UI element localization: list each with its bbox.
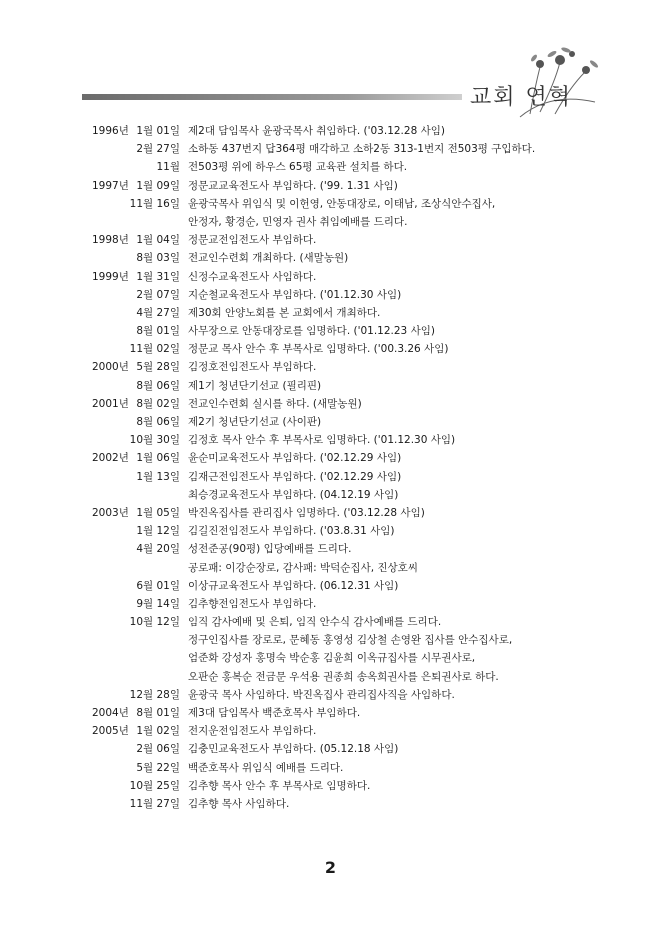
entry-date: 5월 28일: [136, 361, 180, 374]
entry-text: 지순철교육전도사 부임하다. ('01.12.30 사임): [188, 288, 402, 301]
history-entry: [0, 140, 661, 158]
entry-text: 제1기 청년단기선교 (필리핀): [188, 379, 322, 392]
entry-text: 김길진전임전도사 부임하다. ('03.8.31 사임): [188, 525, 395, 538]
entry-year: 1997년: [92, 179, 129, 192]
entry-date: 5월 22일: [136, 761, 180, 774]
entry-date: 10월 12일: [129, 616, 180, 629]
history-entry: [0, 158, 661, 176]
entry-text: 김추향 목사 안수 후 부목사로 임명하다.: [188, 779, 371, 792]
history-entry: [0, 559, 661, 577]
history-entry: [0, 777, 661, 795]
entry-text: 엄준화 강성자 홍명숙 박순홍 김윤희 이옥규집사를 시무권사로,: [188, 652, 476, 665]
history-entry: [0, 431, 661, 449]
history-entry: [0, 340, 661, 358]
history-entry: [0, 322, 661, 340]
entry-text: 임직 감사예배 및 은퇴, 임직 안수식 감사예배를 드리다.: [188, 616, 442, 629]
entry-text: 정문교교육전도사 부임하다. ('99. 1.31 사임): [188, 179, 398, 192]
entry-year: 2000년: [92, 361, 129, 374]
history-entry: [0, 631, 661, 649]
entry-year: 1998년: [92, 234, 129, 247]
entry-year: 1996년: [92, 125, 129, 137]
entry-date: 6월 01일: [136, 579, 180, 592]
entry-date: 2월 27일: [136, 143, 180, 156]
history-entry: [0, 377, 661, 395]
entry-year: 2002년: [92, 452, 129, 465]
entry-text: 정문교 목사 안수 후 부목사로 임명하다. ('00.3.26 사임): [188, 343, 449, 356]
entry-date: 1월 31일: [136, 270, 180, 283]
entry-year: 2001년: [92, 397, 129, 410]
entry-text: 제2기 청년단기선교 (사이판): [188, 416, 322, 428]
entry-text: 박진옥집사를 관리집사 임명하다. ('03.12.28 사임): [188, 506, 425, 519]
history-entry: [0, 268, 661, 286]
entry-date: 8월 06일: [136, 379, 180, 392]
history-entry: [0, 177, 661, 195]
entry-year: 2004년: [92, 707, 129, 719]
header-rule: [82, 94, 462, 100]
entry-text: 신정수교육전도사 사임하다.: [188, 270, 317, 283]
entry-text: 김재근전임전도사 부임하다. ('02.12.29 사임): [188, 470, 402, 483]
entry-date: 10월 25일: [129, 779, 180, 792]
entry-year: 2003년: [92, 506, 129, 519]
history-entry: [0, 449, 661, 467]
entry-text: 최승경교육전도사 부임하다. (04.12.19 사임): [188, 488, 399, 501]
entry-date: 9월 14일: [136, 597, 180, 610]
entry-text: 윤광국목사 위임식 및 이헌영, 안동대장로, 이태남, 조상식안수집사,: [188, 197, 496, 210]
history-entry: [0, 686, 661, 704]
entry-text: 제2대 담임목사 윤광국목사 취임하다. ('03.12.28 사임): [188, 125, 445, 137]
history-entry: [0, 231, 661, 249]
entry-text: 김정호전임전도사 부임하다.: [188, 361, 317, 374]
entry-text: 전지운전임전도사 부임하다.: [188, 725, 317, 738]
entry-text: 소하동 437번지 답364평 매각하고 소하2동 313-1번지 전503평 구입하다.: [188, 143, 536, 156]
entry-date: 1월 09일: [136, 179, 180, 192]
history-entry: [0, 213, 661, 231]
history-entry: [0, 413, 661, 431]
history-entry: [0, 595, 661, 613]
entry-date: 11월 27일: [129, 797, 180, 810]
entry-text: 오판순 홍복순 전금문 우석용 권종희 송옥희권사를 은퇴권사로 하다.: [188, 670, 499, 683]
entry-date: 1월 04일: [136, 234, 180, 247]
page-number: 2: [324, 858, 337, 877]
entry-text: 김정호 목사 안수 후 부목사로 임명하다. ('01.12.30 사임): [188, 434, 456, 447]
history-entry: [0, 358, 661, 376]
entry-date: 8월 01일: [136, 707, 180, 719]
history-entry: [0, 649, 661, 667]
entry-date: 2월 07일: [136, 288, 180, 301]
entry-date: 8월 03일: [136, 252, 180, 265]
entry-date: 1월 05일: [136, 506, 180, 519]
entry-text: 정구인집사를 장로로, 문혜동 홍영성 김상철 손영완 집사를 안수집사로,: [188, 634, 513, 647]
entry-date: 1월 01일: [136, 125, 180, 137]
history-entry: [0, 740, 661, 758]
entry-date: 4월 20일: [136, 543, 180, 556]
history-entry: [0, 304, 661, 322]
entry-text: 이상규교육전도사 부임하다. (06.12.31 사임): [188, 579, 399, 592]
entry-date: 1월 02일: [136, 725, 180, 738]
entry-year: 1999년: [92, 270, 129, 283]
entry-text: 윤광국 목사 사임하다. 박진옥집사 관리집사직을 사임하다.: [188, 688, 455, 701]
history-entry: [0, 286, 661, 304]
entry-date: 10월 30일: [129, 434, 180, 447]
history-entry: [0, 468, 661, 486]
page-title: 교회 연혁: [470, 85, 573, 110]
entry-date: 11월 16일: [129, 197, 180, 210]
entry-text: 김추향전임전도사 부임하다.: [188, 597, 317, 610]
entry-date: 4월 27일: [136, 306, 180, 319]
history-entry: [0, 613, 661, 631]
history-list: [0, 122, 661, 813]
entry-text: 김충민교육전도사 부임하다. (05.12.18 사임): [188, 743, 399, 756]
entry-text: 전교인수련회 실시를 하다. (새말농원): [188, 397, 362, 410]
entry-date: 11월 02일: [129, 343, 180, 356]
history-entry: [0, 395, 661, 413]
entry-year: 2005년: [92, 725, 129, 738]
history-entry: [0, 668, 661, 686]
entry-text: 백준호목사 위임식 예배를 드리다.: [188, 761, 344, 774]
entry-date: 12월 28일: [129, 688, 180, 701]
entry-date: 1월 06일: [136, 452, 180, 465]
history-entry: [0, 504, 661, 522]
entry-text: 정문교전임전도사 부임하다.: [188, 234, 317, 247]
history-entry: [0, 759, 661, 777]
entry-date: 8월 01일: [136, 325, 180, 338]
history-entry: [0, 522, 661, 540]
entry-date: 2월 06일: [136, 743, 180, 756]
entry-text: 김추향 목사 사임하다.: [188, 797, 290, 810]
entry-text: 안정자, 황경순, 민영자 권사 취임예배를 드리다.: [188, 215, 408, 228]
history-entry: [0, 122, 661, 140]
history-entry: [0, 540, 661, 558]
entry-date: 8월 02일: [136, 397, 180, 410]
entry-text: 제3대 담임목사 백준호목사 부임하다.: [188, 707, 361, 719]
history-entry: [0, 486, 661, 504]
entry-text: 전503평 위에 하우스 65평 교육관 설치를 하다.: [188, 161, 408, 174]
entry-text: 윤순미교육전도사 부임하다. ('02.12.29 사임): [188, 452, 402, 465]
entry-date: 1월 13일: [136, 470, 180, 483]
history-entry: [0, 704, 661, 722]
history-entry: [0, 195, 661, 213]
history-entry: [0, 722, 661, 740]
history-entry: [0, 795, 661, 813]
entry-text: 성전준공(90평) 입당예배를 드리다.: [188, 543, 352, 556]
entry-text: 전교인수련회 개최하다. (새말농원): [188, 252, 349, 265]
entry-text: 공로패: 이강순장로, 감사패: 박덕순집사, 진상호씨: [188, 561, 418, 574]
entry-date: 8월 06일: [136, 416, 180, 428]
entry-date: 11월: [156, 161, 180, 174]
history-entry: [0, 577, 661, 595]
entry-text: 제30회 안양노회를 본 교회에서 개최하다.: [188, 306, 381, 319]
entry-text: 사무장으로 안동대장로를 임명하다. ('01.12.23 사임): [188, 325, 435, 338]
entry-date: 1월 12일: [136, 525, 180, 538]
history-entry: [0, 249, 661, 267]
